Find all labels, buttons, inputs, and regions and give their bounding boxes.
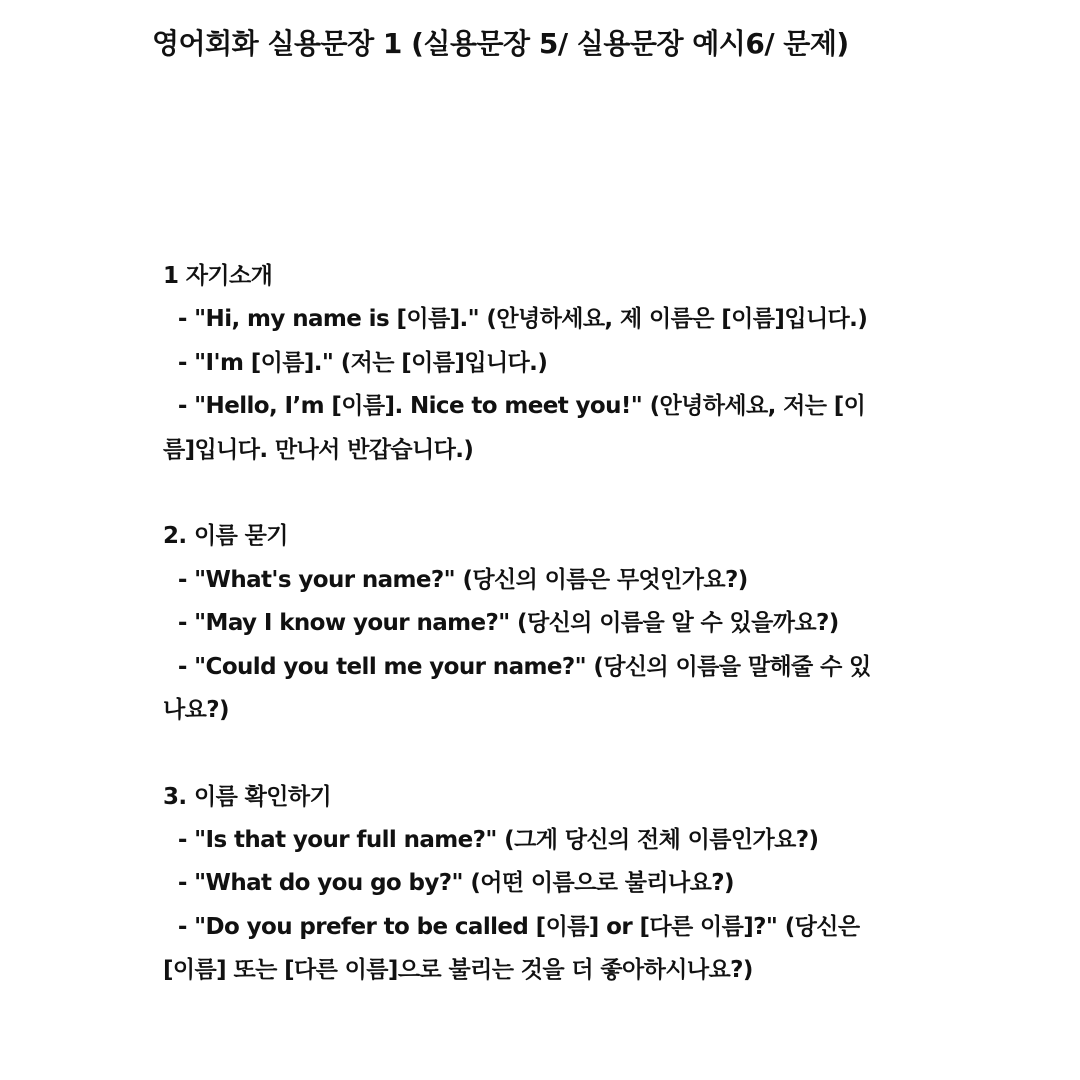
example-line: - "Hi, my name is [이름]." (안녕하세요, 제 이름은 [이름]입니다.) (163, 306, 868, 333)
example-line-continuation: 름]입니다. 만나서 반갑습니다.) (163, 436, 474, 463)
example-line: - "What do you go by?" (어떤 이름으로 불리나요?) (163, 870, 734, 897)
section-heading-asking-name: 2. 이름 묻기 (163, 523, 288, 550)
example-line-continuation: [이름] 또는 [다른 이름]으로 불리는 것을 더 좋아하시나요?) (163, 957, 753, 984)
section-heading-self-introduction: 1 자기소개 (163, 263, 273, 289)
example-line: - "Do you prefer to be called [이름] or [다른 이름]?" (당신은 (163, 913, 860, 940)
example-line: - "Could you tell me your name?" (당신의 이름을 말해줄 수 있 (163, 653, 871, 680)
section-heading-confirming-name: 3. 이름 확인하기 (163, 783, 332, 810)
example-line: - "Is that your full name?" (그게 당신의 전체 이름인가요?) (163, 827, 819, 854)
example-line: - "I'm [이름]." (저는 [이름]입니다.) (163, 349, 548, 376)
example-line: - "May I know your name?" (당신의 이름을 알 수 있을까요?) (163, 610, 839, 637)
page-title: 영어회화 실용문장 1 (실용문장 5/ 실용문장 예시6/ 문제) (152, 27, 849, 60)
content-body (163, 255, 923, 993)
example-line: - "What's your name?" (당신의 이름은 무엇인가요?) (163, 566, 748, 593)
example-line-continuation: 나요?) (163, 696, 229, 723)
example-line: - "Hello, I’m [이름]. Nice to meet you!" (안녕하세요, 저는 [이 (163, 393, 866, 420)
section-spacer (163, 732, 923, 775)
section-spacer (163, 472, 923, 515)
